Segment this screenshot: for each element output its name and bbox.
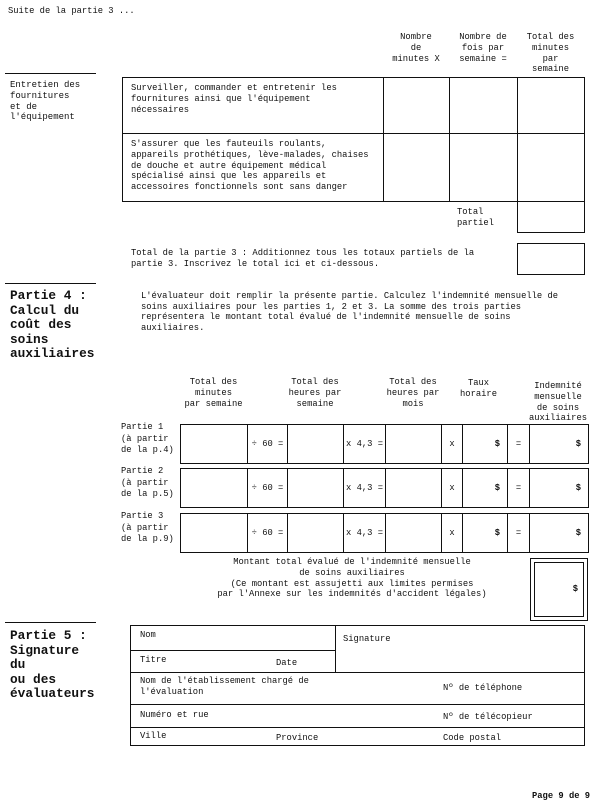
column-header-hours-per-month: Total des heures par mois [386, 377, 440, 409]
part4-title: Partie 4 : Calcul du coût des soins auxiliaires [10, 288, 95, 362]
times-4-3-operator: x 4,3 = [344, 469, 386, 508]
street-fax-field[interactable] [131, 705, 584, 728]
dollar-sign: $ [494, 482, 500, 493]
title-label: Titre [140, 655, 167, 665]
city-label: Ville [140, 731, 167, 741]
hours-per-week-field[interactable] [288, 469, 344, 508]
name-field[interactable] [131, 626, 336, 651]
dollar-sign: $ [575, 482, 581, 493]
column-header-total-minutes: Total des minutes par semaine [526, 32, 575, 75]
column-header-hours-per-week: Total des heures par semaine [288, 377, 342, 409]
fax-label: Nº de télécopieur [443, 712, 533, 722]
monthly-allowance-field[interactable] [530, 425, 589, 464]
phone-label: Nº de téléphone [443, 683, 523, 693]
organization-label: Nom de l'établissement chargé de l'évaluation [140, 676, 309, 697]
divide-by-60-operator: ÷ 60 = [248, 425, 288, 464]
divide-by-60-operator: ÷ 60 = [248, 514, 288, 553]
frequency-field[interactable] [450, 78, 518, 134]
calc-row-part2 [180, 468, 589, 508]
minutes-field[interactable] [384, 78, 450, 134]
column-header-frequency: Nombre de fois par semaine = [459, 32, 507, 64]
hourly-rate-field[interactable] [463, 469, 508, 508]
section-divider [5, 622, 96, 623]
column-header-monthly-allowance: Indemnité mensuelle de soins auxiliaires [528, 381, 588, 424]
total-amount-label: Montant total évalué de l'indemnité mensuelle de soins auxiliaires (Ce montant est assujetti aux limites permises par l'Annexe sur les indemnités d'accident légales) [217, 557, 487, 600]
minutes-field[interactable] [384, 134, 450, 202]
postal-code-label: Code postal [443, 733, 502, 743]
subtotal-field[interactable] [517, 201, 585, 233]
divide-by-60-operator: ÷ 60 = [248, 469, 288, 508]
task-description: S'assurer que les fauteuils roulants, appareils prothétiques, lève-malades, chaises de douche et autre équipement médical spécialisé ainsi que les appareils et accessoires fonctionnels sont sans danger [123, 134, 384, 202]
section-divider [5, 283, 96, 284]
hours-per-month-field[interactable] [386, 514, 442, 553]
section-divider [5, 73, 96, 74]
monthly-allowance-field[interactable] [530, 514, 589, 553]
part4-instructions: L'évaluateur doit remplir la présente partie. Calculez l'indemnité mensuelle de soins auxiliaires pour les parties 1, 2 et 3. La somme des trois parties représentera le montant total évalué de l'indemnité mensuelle de soins auxiliaires. [141, 291, 559, 333]
province-label: Province [276, 733, 319, 743]
equals-operator: = [508, 469, 530, 508]
times-operator: x [442, 514, 463, 553]
subtotal-label: Total partiel [457, 207, 494, 228]
equals-operator: = [508, 514, 530, 553]
title-date-field[interactable] [131, 651, 336, 673]
dollar-sign: $ [575, 527, 581, 538]
street-label: Numéro et rue [140, 710, 209, 720]
part3-total-field[interactable] [517, 243, 585, 275]
times-4-3-operator: x 4,3 = [344, 514, 386, 553]
dollar-sign: $ [575, 438, 581, 449]
total-minutes-field[interactable] [518, 78, 585, 134]
minutes-per-week-field[interactable] [181, 425, 248, 464]
monthly-allowance-field[interactable] [530, 469, 589, 508]
organization-phone-field[interactable] [131, 673, 584, 705]
part5-title: Partie 5 : Signature du ou des évaluateurs [10, 628, 95, 702]
frequency-field[interactable] [450, 134, 518, 202]
column-header-hourly-rate: Taux horaire [460, 378, 497, 399]
page-number: Page 9 de 9 [532, 791, 591, 801]
hours-per-week-field[interactable] [288, 425, 344, 464]
part3-total-instruction: Total de la partie 3 : Additionnez tous les totaux partiels de la partie 3. Inscrivez le total ici et ci-dessous. [131, 248, 475, 269]
minutes-per-week-field[interactable] [181, 469, 248, 508]
times-operator: x [442, 425, 463, 464]
hourly-rate-field[interactable] [463, 425, 508, 464]
calc-row-part1 [180, 424, 589, 464]
signature-table [130, 625, 585, 746]
calc-row-part3 [180, 513, 589, 553]
times-operator: x [442, 469, 463, 508]
continuation-note: Suite de la partie 3 ... [8, 6, 135, 16]
equals-operator: = [508, 425, 530, 464]
minutes-per-week-field[interactable] [181, 514, 248, 553]
column-header-minutes-per-week: Total des minutes par semaine [184, 377, 243, 409]
task-description: Surveiller, commander et entretenir les fournitures ainsi que l'équipement nécessaires [123, 78, 384, 134]
column-header-minutes: Nombre de minutes X [392, 32, 440, 64]
hours-per-month-field[interactable] [386, 469, 442, 508]
section-label-supplies: Entretien des fournitures et de l'équipement [10, 80, 81, 123]
signature-label: Signature [343, 634, 391, 644]
total-amount-inner-box[interactable] [534, 562, 584, 617]
hourly-rate-field[interactable] [463, 514, 508, 553]
hours-per-week-field[interactable] [288, 514, 344, 553]
date-label: Date [276, 658, 298, 668]
total-amount-field[interactable] [530, 558, 588, 621]
times-4-3-operator: x 4,3 = [344, 425, 386, 464]
dollar-sign: $ [572, 584, 578, 595]
supplies-task-table [122, 77, 585, 202]
calc-row-label-part1: Partie 1 (à partir de la p.4) [121, 422, 174, 456]
dollar-sign: $ [494, 527, 500, 538]
city-province-postal-field[interactable] [131, 728, 584, 745]
dollar-sign: $ [494, 438, 500, 449]
name-label: Nom [140, 630, 156, 640]
total-minutes-field[interactable] [518, 134, 585, 202]
calc-row-label-part2: Partie 2 (à partir de la p.5) [121, 466, 174, 500]
hours-per-month-field[interactable] [386, 425, 442, 464]
calc-row-label-part3: Partie 3 (à partir de la p.9) [121, 511, 174, 545]
signature-field[interactable] [336, 626, 584, 673]
